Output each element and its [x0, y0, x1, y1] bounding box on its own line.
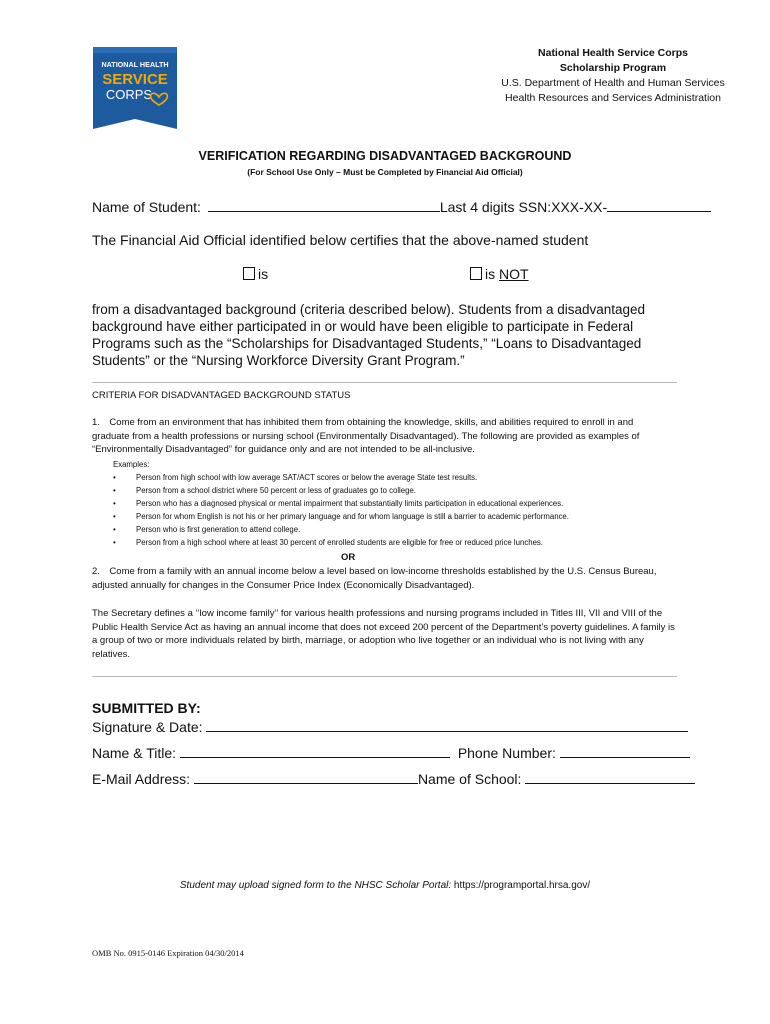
list-item: • Person from a school district where 50 percent or less of graduates go to college.	[113, 486, 416, 495]
criteria-item-1: 1. Come from an environment that has inhibited them from obtaining the knowledge, skills, and abilities required to enroll in and graduate from a health professions or nursing school (Environmentally Disadvantaged). The following are provided as examples of “Environmentally Disadvantaged” for guidance only and are not intended to be all-inclusive.	[92, 417, 640, 455]
portal-link[interactable]: https://programportal.hrsa.gov/	[453, 880, 591, 891]
examples-label: Examples:	[113, 460, 150, 469]
student-row	[92, 197, 711, 215]
option-is[interactable]	[243, 266, 268, 282]
phone-field[interactable]	[560, 743, 690, 758]
certify-text: The Financial Aid Official identified below certifies that the above-named student	[92, 232, 589, 248]
upload-note	[0, 880, 770, 891]
divider	[92, 382, 677, 383]
criteria-item-2: 2. Come from a family with an annual income below a level based on low-income thresholds established by the U.S. Census Bureau, adjusted annually for changes in the Consumer Price Index (Economically Disadvantaged).	[92, 566, 657, 591]
list-item: • Person who has a diagnosed physical or mental impairment that substantially limits participation in educational experiences.	[113, 499, 564, 508]
list-item: • Person for whom English is not his or her primary language and for whom language is still a barrier to academic performance.	[113, 512, 569, 521]
examples-list	[113, 471, 569, 549]
name-title-label: Name & Title:	[92, 745, 177, 761]
name-title-field[interactable]	[180, 743, 450, 758]
logo-line3: CORPS	[105, 87, 153, 102]
list-item: • Person from high school with low average SAT/ACT scores or below the average State test results.	[113, 473, 478, 482]
page-title: VERIFICATION REGARDING DISADVANTAGED BACKGROUND	[198, 149, 572, 163]
student-name-field[interactable]	[208, 197, 440, 212]
header-program-name: National Health Service Corps	[538, 47, 688, 59]
email-school-row	[92, 769, 695, 787]
email-label: E-Mail Address:	[92, 771, 191, 787]
is-not-checkbox[interactable]	[470, 267, 482, 280]
divider	[92, 676, 677, 677]
ssn-label: Last 4 digits SSN:XXX-XX-	[439, 199, 608, 215]
nhsc-logo	[93, 47, 177, 129]
ssn-field[interactable]	[607, 197, 711, 212]
omb-number: OMB No. 0915-0146 Expiration 04/30/2014	[92, 948, 244, 958]
header-department: U.S. Department of Health and Human Services	[501, 77, 725, 89]
signature-row	[92, 717, 688, 735]
criteria-heading: CRITERIA FOR DISADVANTAGED BACKGROUND STATUS	[92, 390, 351, 401]
logo-line1: NATIONAL HEALTH	[101, 60, 169, 69]
name-title-row	[92, 743, 690, 761]
signature-label: Signature & Date:	[92, 719, 203, 735]
secretary-paragraph: The Secretary defines a ‘‘low income family’’ for various health professions and nursing programs included in Titles III, VII and VIII of the Public Health Service Act as having an annual income that does not exceed 200 percent of the Department’s poverty guidelines. A family is a group of two or more individuals related by birth, marriage, or adoption who live together or an individual who is not living with any relatives.	[92, 608, 675, 660]
school-label: Name of School:	[417, 771, 522, 787]
option-is-not-word: NOT	[499, 266, 529, 282]
option-is-not[interactable]	[470, 266, 529, 282]
is-checkbox[interactable]	[243, 267, 255, 280]
list-item: • Person who is first generation to attend college.	[113, 525, 301, 534]
submitted-heading: SUBMITTED BY:	[92, 700, 201, 716]
or-separator: OR	[341, 552, 356, 563]
student-name-label: Name of Student:	[92, 199, 201, 215]
signature-field[interactable]	[206, 717, 688, 732]
background-paragraph: from a disadvantaged background (criteria described below). Students from a disadvantaged background have either participated in or would have been eligible to participate in Federal Programs such as the “Scholarships for Disadvantaged Students,” “Loans to Disadvantaged Students” or the “Nursing Workforce Diversity Grant Program.”	[92, 302, 646, 368]
upload-text: Student may upload signed form to the NHSC Scholar Portal:	[179, 880, 452, 891]
option-is-not-prefix: is	[485, 266, 496, 282]
header-program-sub: Scholarship Program	[559, 62, 667, 74]
agency-header	[470, 46, 756, 106]
option-is-label: is	[258, 266, 269, 282]
school-field[interactable]	[525, 769, 695, 784]
email-field[interactable]	[194, 769, 418, 784]
phone-label: Phone Number:	[457, 745, 556, 761]
page-subtitle: (For School Use Only – Must be Completed by Financial Aid Official)	[247, 167, 523, 177]
header-administration: Health Resources and Services Administration	[505, 92, 721, 104]
logo-line2: SERVICE	[102, 71, 168, 88]
list-item: • Person from a high school where at least 30 percent of enrolled students are eligible for free or reduced price lunches.	[113, 538, 543, 547]
